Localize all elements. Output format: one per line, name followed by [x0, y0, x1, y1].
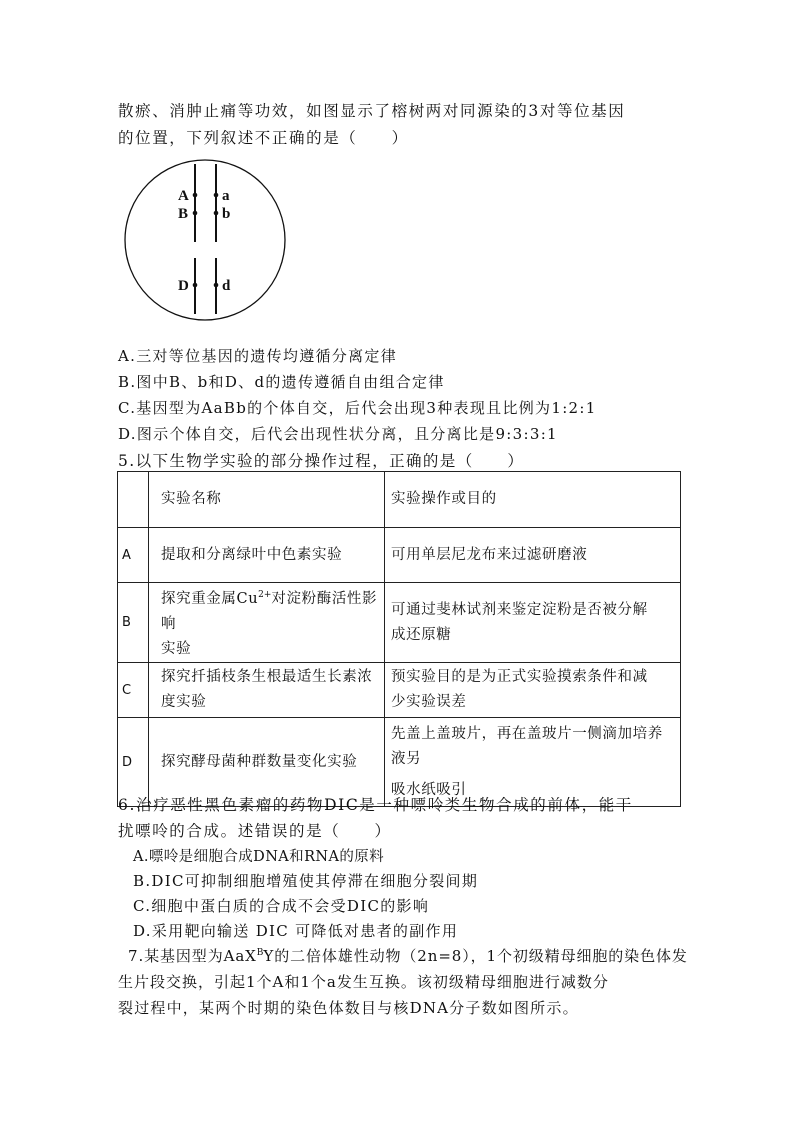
header-name: 实验名称: [149, 472, 385, 528]
locus-B: [193, 211, 198, 216]
ion-charge: 2+: [258, 590, 272, 600]
locus-D: [193, 283, 198, 288]
row-experiment-name: [149, 663, 385, 718]
q6-option-d: D.采用靶向输送 DIC 可降低对患者的副作用: [133, 922, 459, 940]
q7-text: 7.某基因型为AaX: [128, 947, 257, 965]
row-op-line-3: 吸水纸吸引: [391, 781, 467, 798]
table-row: [118, 663, 681, 718]
table-header-row: [118, 472, 681, 528]
row-id: A: [118, 528, 149, 583]
locus-A: [193, 193, 198, 198]
q7-text: Y的二倍体雄性动物（2n=8），1个初级精母细胞的染色体发: [263, 947, 688, 965]
locus-d: [214, 283, 219, 288]
gene-label-B: B: [178, 206, 189, 222]
q7-line-3: 裂过程中，某两个时期的染色体数目与核DNA分子数如图所示。: [118, 999, 579, 1017]
superscript-b: B: [256, 948, 264, 958]
q7-line-2: 生片段交换，引起1个A和1个a发生互换。该初级精母细胞进行减数分: [118, 973, 609, 991]
table-row: [118, 583, 681, 663]
row-experiment-name: 提取和分离绿叶中色素实验: [149, 528, 385, 583]
q6-option-a: A.嘌呤是细胞合成DNA和RNA的原料: [133, 849, 385, 865]
q6-option-c: C.细胞中蛋白质的合成不会受DIC的影响: [133, 897, 430, 915]
row-id: D: [118, 718, 149, 807]
gene-label-D: D: [178, 278, 189, 294]
q4-option-a: A.三对等位基因的遗传均遵循分离定律: [118, 347, 398, 365]
q4-option-c: C.基因型为AaBb的个体自交，后代会出现3种表现且比例为1:2:1: [118, 399, 597, 417]
q4-option-d: D.图示个体自交，后代会出现性状分离，且分离比是9:3:3:1: [118, 425, 558, 443]
row-op-line-1: 预实验目的是为正式实验摸索条件和减: [391, 669, 648, 685]
row-name-line-1: 探究扦插枝条生根最适生长素浓: [161, 669, 373, 685]
row-op-line-1: 可通过斐林试剂来鉴定淀粉是否被分解: [391, 601, 648, 618]
row-op-line-2: 少实验误差: [391, 694, 467, 710]
gene-label-d: d: [222, 278, 231, 294]
q6-line-2: 扰嘌呤的合成。述错误的是（ ）: [118, 822, 392, 840]
header-operation: 实验操作或目的: [385, 472, 681, 528]
q6-option-b: B.DIC可抑制细胞增殖使其停滞在细胞分裂间期: [133, 872, 479, 890]
row-experiment-name: [149, 583, 385, 663]
table-row: [118, 528, 681, 583]
row-name-line-1: [161, 583, 380, 637]
gene-label-a: a: [222, 188, 230, 204]
q5-stem: 5.以下生物学实验的部分操作过程，正确的是（ ）: [118, 452, 525, 470]
row-op-line-2: 液另: [391, 750, 422, 767]
chromosome-diagram: [122, 154, 292, 326]
name-text: 对淀粉酶活性影响: [161, 591, 378, 632]
intro-line-1: 散瘀、消肿止痛等功效，如图显示了榕树两对同源染的3对等位基因: [118, 102, 626, 120]
intro-line-2: 的位置，下列叙述不正确的是（ ）: [118, 129, 409, 147]
header-blank-cell: [118, 472, 149, 528]
row-operation: [385, 583, 681, 663]
row-operation: [385, 663, 681, 718]
row-experiment-name: 探究酵母菌种群数量变化实验: [149, 718, 385, 807]
locus-b: [214, 211, 219, 216]
gene-label-b: b: [222, 206, 231, 222]
row-operation: 可用单层尼龙布来过滤研磨液: [385, 528, 681, 583]
gene-label-A: A: [178, 188, 189, 204]
row-id: C: [118, 663, 149, 718]
name-text: 探究重金属Cu: [161, 591, 259, 607]
cell-circle: [125, 160, 285, 320]
experiment-table: [117, 471, 681, 807]
row-op-line-1: 先盖上盖玻片，再在盖玻片一侧滴加培养: [391, 725, 663, 742]
row-name-line-2: 度实验: [161, 694, 207, 710]
q7-line-1: [128, 945, 688, 966]
q4-option-b: B.图中B、b和D、d的遗传遵循自由组合定律: [118, 373, 445, 391]
locus-a: [214, 193, 219, 198]
row-name-line-2: 实验: [161, 641, 192, 657]
q6-line-1: 6.治疗恶性黑色素瘤的药物DIC是一种嘌呤类生物合成的前体，能干: [118, 796, 633, 814]
row-id: B: [118, 583, 149, 663]
row-op-line-2: 成还原糖: [391, 626, 452, 643]
